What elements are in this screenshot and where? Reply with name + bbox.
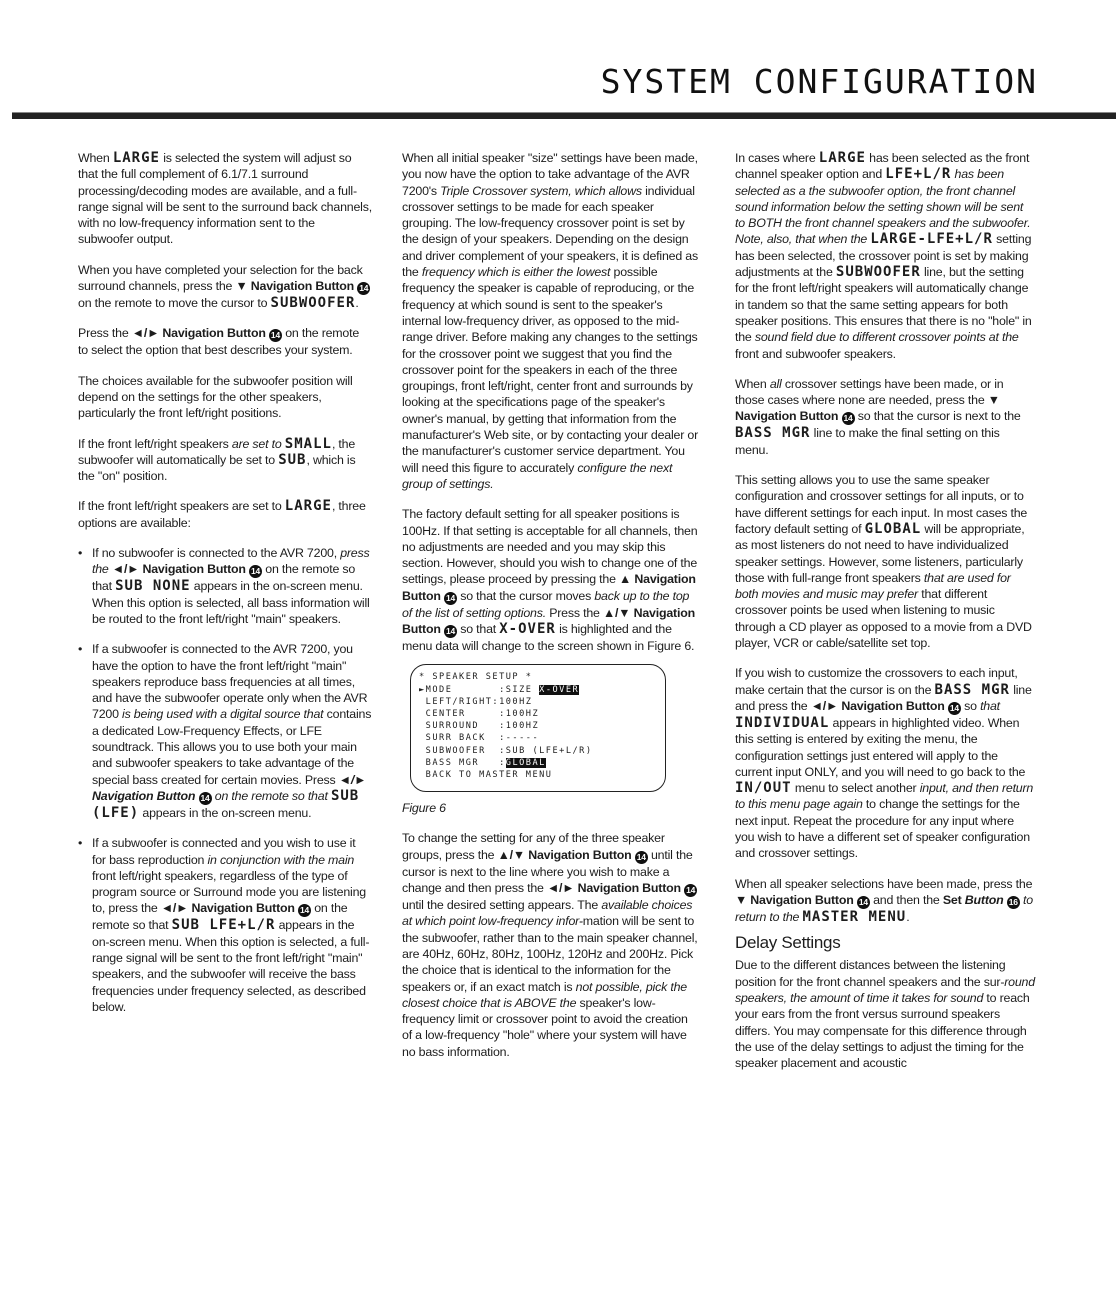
osd-row-subwoofer: SUBWOOFER :SUB (LFE+L/R) xyxy=(419,745,593,756)
osd-highlight-global: GLOBAL xyxy=(505,757,546,768)
button-number-14-icon: 14 xyxy=(270,330,280,341)
button-number-14-icon: 14 xyxy=(949,702,959,713)
section-heading-delay-settings: Delay Settings xyxy=(735,933,841,953)
paragraph-small-setting: If the front left/right speakers are set to SMALL, the subwoofer will automatically be set to SUB, which is the "on" position. xyxy=(78,435,356,484)
osd-highlight-x-over: X-OVER xyxy=(539,684,580,695)
paragraph-individual-setting: If you wish to customize the crossovers to each input, make certain that the cursor is on the BASS MGR line and press the ◄/► Navigation Button 14 so that INDIVIDUAL appears in highlighted video. When this setting is entered by exiting the menu, the configuration settings just entered will apply to the current input ONLY, and you will need to go back to the IN/OUT menu to select another input, and then return to this menu page again to change the settings for the next input. Repeat the procedure for any input where you wish to have a different set of speaker configuration and crossover settings. xyxy=(735,666,1034,861)
paragraph-global-setting: This setting allows you to use the same speaker configuration and crossover settings for all inputs, or to have different settings for each input. In most cases the factory default setting of GLOBAL will be appropriate, as most listeners do not need to have individualized speaker settings. However, some listeners, particularly those with full-range front speakers that are used for both movies and music may prefer that different crossover points be used when listening to music through a CD player as opposed to a movie from a DVD player, VCR or cable/satellite set top. xyxy=(735,473,1032,651)
paragraph-factory-default: The factory default setting for all speaker positions is 100Hz. If that setting is acceptable for all channels, then no adjustments are needed and you may skip this section. However, should you wish to change one of the settings, please proceed by pressing the ▲ Navigation Button 14 so that the cursor moves back up to the top of the list of setting options. Press the ▲/▼ Navigation Button 14 so that X-OVER is highlighted and the menu data will change to the screen shown in Figure 6. xyxy=(402,507,698,654)
button-number-14-icon: 14 xyxy=(858,896,868,907)
paragraph-triple-crossover: When all initial speaker "size" settings have been made, you now have the option to take advantage of the AVR 7200's Triple Crossover system, which allows individual crossover settings to be made for each speaker grouping. The low-frequency crossover point is set by the design of your speakers. Depending on the design and driver complement of your speakers, it is defined as the frequency which is either the lowest possible frequency the speaker is capable of reproducing, or the frequency at which sound is sent to the speaker's internal low-frequency driver, as opposed to the mid-range driver. Before making any changes to the settings for the crossover point we suggest that you find the crossover point for the speakers in each of the three groupings, front left/right, center front and surrounds by looking at the specifications page of the speaker's owner's manual, by getting that information from the manufacturer's Web site, or by contacting your dealer or the manufacturer's customer service department. You will need this figure to accurately configure the next group of settings. xyxy=(402,151,699,491)
osd-row-mode: ►MODE :SIZE xyxy=(419,684,540,695)
paragraph-choices-depend: The choices available for the subwoofer position will depend on the settings for the other speakers, particularly the front left/right positions. xyxy=(78,373,353,421)
figure-caption: Figure 6 xyxy=(402,801,446,816)
paragraph-select-option: Press the ◄/► Navigation Button 14 on the remote to select the option that best describes your system. xyxy=(78,326,360,358)
osd-row-surround: SURROUND :100HZ xyxy=(419,721,540,732)
osd-row-back: BACK TO MASTER MENU xyxy=(419,769,553,780)
page-title: SYSTEM CONFIGURATION xyxy=(600,62,1038,101)
column-middle xyxy=(402,150,700,1074)
button-number-14-icon: 14 xyxy=(445,626,455,637)
paragraph-delay-intro: Due to the different distances between the listening position for the front channel speakers and the sur-round speakers, the amount of time it takes for sound to reach your ears from the front versus surround speakers differs. You may compensate for this difference through the use of the delay settings to adjust the timing for the speaker placement and acoustic xyxy=(735,958,1035,1071)
button-number-14-icon: 14 xyxy=(843,413,853,424)
paragraph-crossover-done: When all crossover settings have been made, or in those cases where none are needed, press the ▼ Navigation Button 14 so that the cursor is next to the BASS MGR line to make the final setting on this menu. xyxy=(735,376,1021,457)
button-number-14-icon: 14 xyxy=(686,885,696,896)
button-number-14-icon: 14 xyxy=(200,792,210,803)
paragraph-large-surround-back: When LARGE is selected the system will adjust so that the full complement of 6.1/7.1 surround processing/decoding modes are available, and a full-range signal will be sent to the surround back channels, with no low-frequency information sent to the subwoofer output. xyxy=(78,150,372,247)
osd-row-surr-back: SURR BACK :----- xyxy=(419,733,540,744)
button-number-14-icon: 14 xyxy=(251,566,261,577)
header-rule xyxy=(12,112,1116,119)
paragraph-change-setting: To change the setting for any of the three speaker groups, press the ▲/▼ Navigation Button 14 until the cursor is next to the line where you wish to make a change and then press the ◄/► Navigation Button 14 until the desired setting appears. The available choices at which point low-frequency infor-mation will be sent to the subwoofer, rather than to the main speaker channel, are 40Hz, 60Hz, 80Hz, 100Hz, 120Hz and 200Hz. Pick the choice that is identical to the information for the speakers or, if an exact match is not possible, pick the closest choice that is ABOVE the speaker's low-frequency limit or crossover point to avoid the creation of a low-frequency "hole" where your system will have no bass information. xyxy=(402,831,698,1059)
button-number-14-icon: 14 xyxy=(359,283,369,294)
column-left xyxy=(78,150,372,1029)
button-number-14-icon: 14 xyxy=(636,851,646,862)
figure-6-speaker-setup-screen xyxy=(410,664,666,792)
paragraph-large-setting: If the front left/right speakers are set to LARGE, three options are available: xyxy=(78,498,366,530)
paragraph-large-lfe: In cases where LARGE has been selected as the front channel speaker option and LFE+L/R has been selected as a the subwoofer option, the front channel sound information below the setting shown will be sent to BOTH the front channel speakers and the subwoofer. Note, also, that when the LARGE-LFE+L/R setting has been selected, the crossover point is set by making adjustments at the SUBWOOFER line, but the setting for the front left/right speakers will automatically change in tandem so that the same setting appears for both speaker positions. This ensures that there is no "hole" in the sound field due to different crossover points at the front and subwoofer speakers. xyxy=(735,150,1032,361)
paragraph-move-to-subwoofer: When you have completed your selection for the back surround channels, press the ▼ Navigation Button 14 on the remote to move the cursor to SUBWOOFER. xyxy=(78,262,369,312)
column-right xyxy=(735,150,1035,1086)
paragraph-return-master-menu: When all speaker selections have been made, press the ▼ Navigation Button 14 and then the Set Button 16 to return to the MASTER MENU. xyxy=(735,876,1033,925)
button-number-14-icon: 14 xyxy=(299,905,310,916)
osd-row-bass-mgr: BASS MGR : xyxy=(419,757,506,768)
bullet-sub-none: • If no subwoofer is connected to the AVR 7200, press the ◄/► Navigation Button 14 on the remote so that SUB NONE appears in the on-screen menu. When this option is selected, all bass information will be routed to the front left/right "main" speakers. xyxy=(78,546,370,626)
bullet-sub-lfe: • If a subwoofer is connected to the AVR 7200, you have the option to have the front left/right "main" speakers reproduce bass frequencies at all times, and have the subwoofer operate only when the AVR 7200 is being used with a digital source that contains a dedicated Low-Frequency Effects, or LFE soundtrack. This allows you to use both your main and subwoofer speakers to take advantage of the special bass created for certain movies. Press ◄/► Navigation Button 14 on the remote so that SUB (LFE) appears in the on-screen menu. xyxy=(78,642,372,821)
button-number-14-icon: 14 xyxy=(445,592,455,603)
osd-row-left-right: LEFT/RIGHT:100HZ xyxy=(419,696,533,707)
osd-row-center: CENTER :100HZ xyxy=(419,708,540,719)
osd-title: * SPEAKER SETUP * xyxy=(419,672,533,683)
bullet-sub-lfe-lr: • If a subwoofer is connected and you wish to use it for bass reproduction in conjunction with the main front left/right speakers, regardless of the type of program source or Surround mode you are listening to, press the ◄/► Navigation Button 14 on the remote so that SUB LFE+L/R appears in the on-screen menu. When this option is selected, a full-range signal will be sent to the front left/right "main" speakers, and the subwoofer will receive the bass frequencies under frequency selected, as described below. xyxy=(78,836,370,1014)
button-number-16-icon: 16 xyxy=(1008,896,1018,907)
